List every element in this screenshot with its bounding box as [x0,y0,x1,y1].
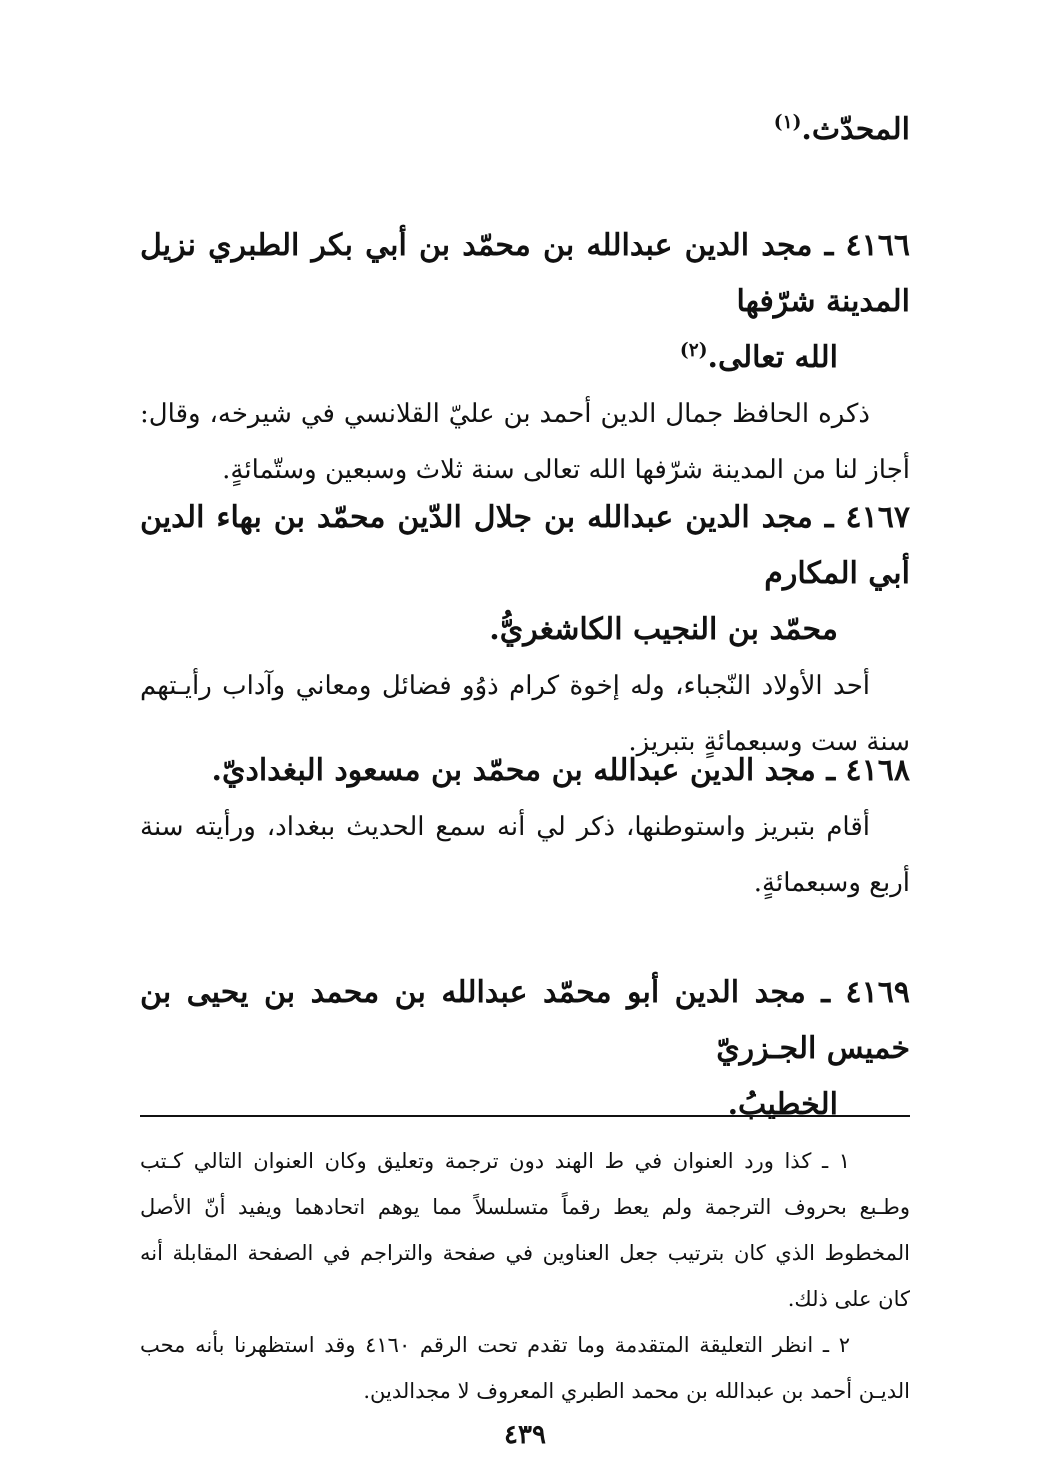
entry-heading-line: الله تعالى.$^{(٢)}$ [679,340,838,375]
entry-4167 [140,490,910,770]
entry-body: أقام بتبريز واستوطنها، ذكر لي أنه سمع الحديث ببغداد، ورأيته سنة أربع وسبعمائةٍ. [140,812,910,898]
entry-heading [140,965,910,1133]
continuation-word: المحدّث. [801,112,910,147]
entry-heading [140,743,910,799]
entry-heading-line: ٤١٦٨ ـ مجد الدين عبدالله بن محمّد بن مسعود البغداديّ. [211,753,910,788]
entry-heading-line: الخطيبُ. [727,1087,838,1122]
footnote-separator [140,1115,910,1117]
entry-body: أحد الأولاد النّجباء، وله إخوة كرام ذوُو فضائل ومعاني وآداب رأيـتهم سنة ست وسبعمائةٍ بتبريز. [140,671,910,757]
entry-4169 [140,965,910,1133]
entry-heading [140,218,910,386]
entry-heading-line: محمّد بن النجيب الكاشغريُّ. [489,612,838,647]
entry-heading-line: ٤١٦٧ ـ مجد الدين عبدالله بن جلال الدّين محمّد بن بهاء الدين أبي المكارم [140,500,910,591]
entry-heading-line: ٤١٦٩ ـ مجد الدين أبو محمّد عبدالله بن محمد بن يحيى بن خميس الجـزريّ [140,975,910,1066]
page-number: ٤٣٩ [504,1420,546,1450]
footnote-2: ٢ ـ انظر التعليقة المتقدمة وما تقدم تحت الرقم ٤١٦٠ وقد استظهرنا بأنه محب الديـن أحمد بن عبدالله بن محمد الطبري المعروف لا مجدالدين. [140,1333,910,1403]
footnote-1: ١ ـ كذا ورد العنوان في ط الهند دون ترجمة وتعليق وكان العنوان التالي كـتب وطـبع بحروف الترجمة ولم يعط رقماً متسلسلاً مما يوهم اتحادهما ويفيد أنّ الأصل المخطوط الذي كان بترتيب جعل العناوين في صفحة والتراجم في الصفحة المقابلة أنه كان على ذلك. [140,1149,910,1311]
footnote-ref-2: (٢) [679,340,708,361]
entry-heading [140,490,910,658]
entry-heading-line: ٤١٦٦ ـ مجد الدين عبدالله بن محمّد بن أبي بكر الطبري نزيل المدينة شرّفها [140,228,910,319]
entry-body: ذكره الحافظ جمال الدين أحمد بن عليّ القلانسي في شيرخه، وقال: أجاز لنا من المدينة شرّفها الله تعالى سنة ثلاث وسبعين وستّمائةٍ. [140,399,910,485]
footnote-ref-1: (١) [773,112,802,133]
continuation-text [140,108,910,152]
book-page [140,0,910,1475]
footnotes [140,1138,910,1414]
entry-4168 [140,743,910,911]
entry-4166 [140,218,910,498]
